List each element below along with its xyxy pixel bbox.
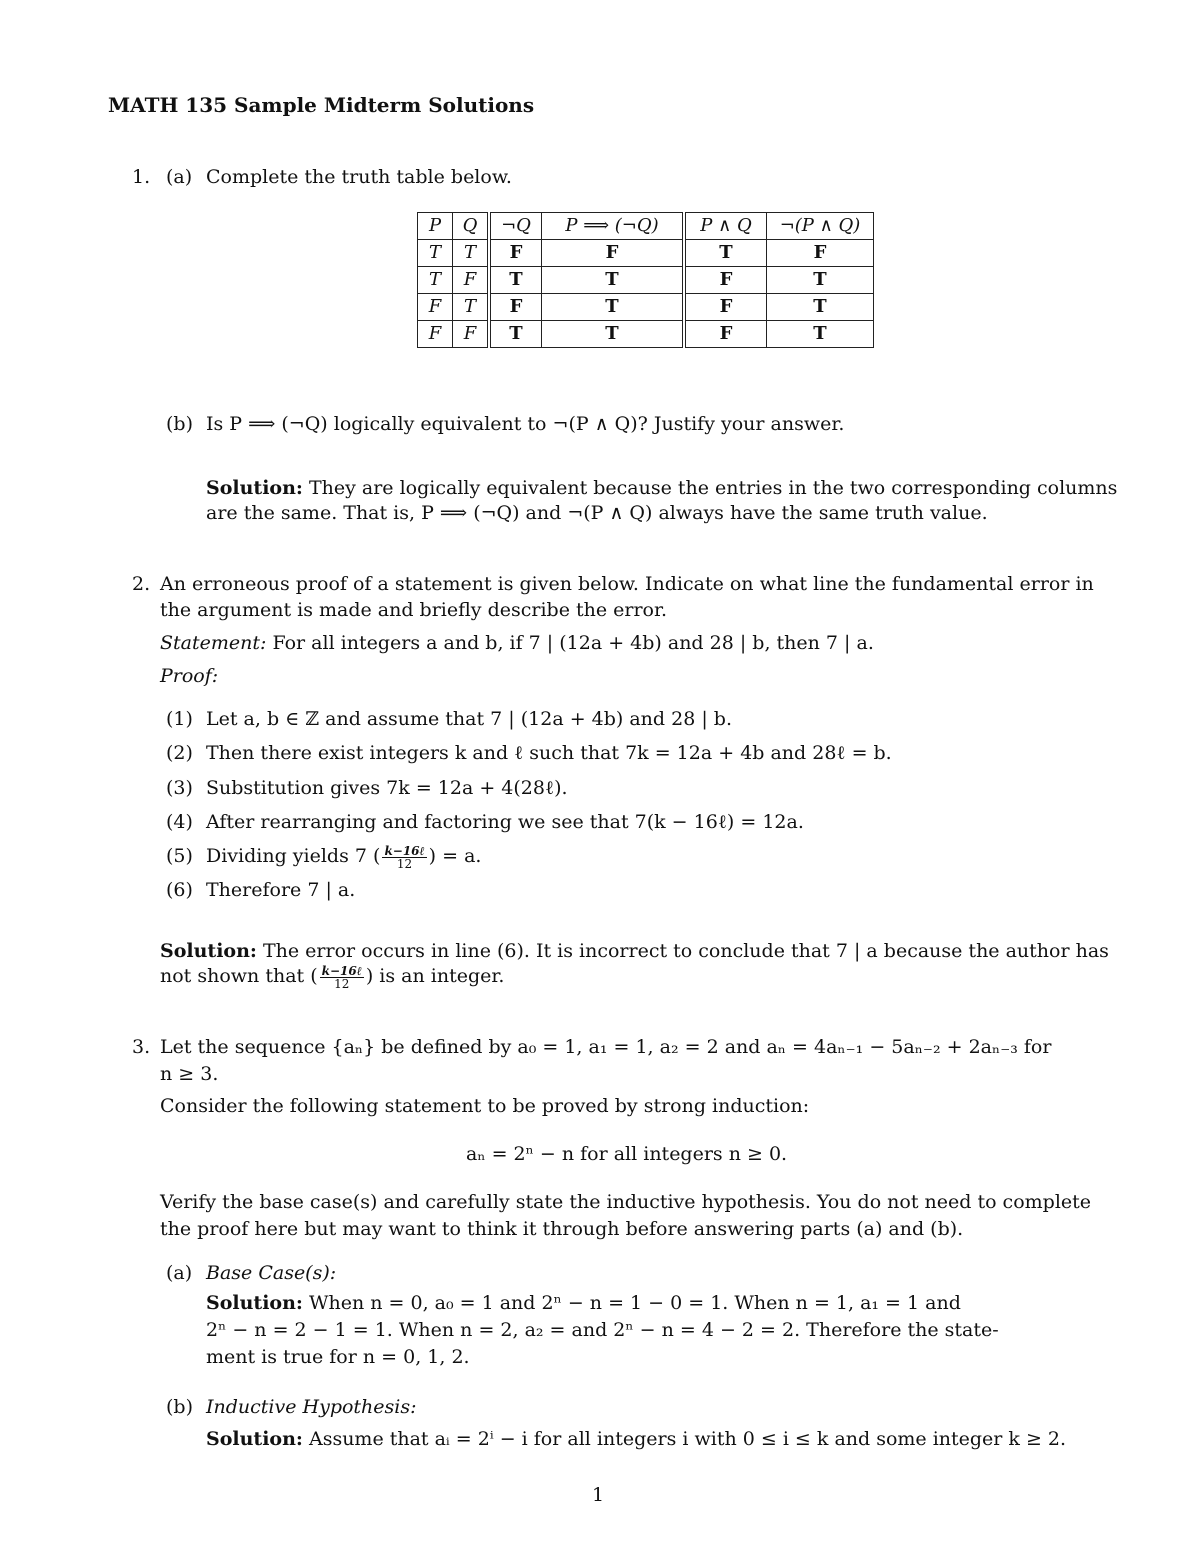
proof-step-4-text: After rearranging and factoring we see that 7(k − 16ℓ) = 12a.	[206, 811, 804, 833]
table-cell: T	[767, 321, 874, 348]
truth-table	[417, 212, 874, 348]
table-cell: T	[418, 240, 453, 267]
q1a-text: Complete the truth table below.	[206, 166, 512, 188]
table-cell: F	[453, 267, 490, 294]
table-cell: T	[489, 321, 542, 348]
solution-text: The error occurs in line (6). It is incorrect to conclude that 7 | a because the author has	[262, 940, 1109, 962]
open-paren: (	[373, 845, 381, 867]
table-cell: T	[453, 240, 490, 267]
proof-step-6-label: (6)	[166, 879, 193, 901]
proof-step-1-label: (1)	[166, 708, 193, 730]
q3a-solution-line1	[206, 1290, 961, 1317]
open-paren: (	[310, 965, 318, 987]
q2-solution-line2	[160, 963, 504, 990]
table-row	[418, 294, 874, 321]
solution-label: Solution:	[206, 1428, 303, 1450]
table-cell: F	[684, 294, 767, 321]
proof-step-5-text	[206, 843, 481, 870]
close-paren: )	[365, 965, 374, 987]
table-row	[418, 240, 874, 267]
table-cell: F	[489, 294, 542, 321]
proof-step-2-label: (2)	[166, 742, 193, 764]
q3a-solution-line2: 2ⁿ − n = 2 − 1 = 1. When n = 2, a₂ = and 2ⁿ − n = 4 − 2 = 2. Therefore the state-	[206, 1319, 999, 1341]
q2-line1: An erroneous proof of a statement is given below. Indicate on what line the fundamental error in	[160, 573, 1094, 595]
fraction-numerator: k−16ℓ	[321, 963, 362, 978]
solution-text-after: is an integer.	[379, 965, 505, 987]
statement-text: For all integers a and b, if 7 | (12a + 4b) and 28 | b, then 7 | a.	[272, 632, 874, 654]
step-5-after: = a.	[442, 845, 482, 867]
fraction-denominator: 12	[334, 976, 350, 991]
q3b-label: (b)	[166, 1396, 193, 1418]
q1b-solution-line1	[206, 475, 1118, 502]
proof-step-2-text: Then there exist integers k and ℓ such that 7k = 12a + 4b and 28ℓ = b.	[206, 742, 892, 764]
proof-step-5-label: (5)	[166, 845, 193, 867]
fraction-denominator: 12	[396, 856, 413, 871]
proof-step-4-label: (4)	[166, 811, 193, 833]
header-p-implies-not-q: P ⟹ (¬Q)	[542, 213, 685, 240]
table-cell: T	[684, 240, 767, 267]
q1b-label: (b)	[166, 413, 193, 435]
header-p-and-q: P ∧ Q	[684, 213, 767, 240]
proof-step-3-text: Substitution gives 7k = 12a + 4(28ℓ).	[206, 777, 568, 799]
table-cell: T	[542, 321, 685, 348]
proof-label: Proof:	[160, 665, 219, 687]
q3-display-formula: aₙ = 2ⁿ − n for all integers n ≥ 0.	[466, 1143, 788, 1165]
table-row	[418, 321, 874, 348]
table-cell: T	[542, 294, 685, 321]
header-q: Q	[453, 213, 490, 240]
solution-text: When n = 0, a₀ = 1 and 2ⁿ − n = 1 − 0 = 1. When n = 1, a₁ = 1 and	[308, 1292, 961, 1314]
q3-number: 3.	[132, 1036, 151, 1058]
table-cell: F	[418, 294, 453, 321]
header-not-p-and-q: ¬(P ∧ Q)	[767, 213, 874, 240]
solution-label: Solution:	[206, 477, 303, 499]
q3-line4: Verify the base case(s) and carefully state the inductive hypothesis. You do not need to complete	[160, 1191, 1092, 1213]
table-cell: F	[418, 321, 453, 348]
q1b-text: Is P ⟹ (¬Q) logically equivalent to ¬(P ∧ Q)? Justify your answer.	[206, 413, 845, 435]
table-cell: F	[684, 267, 767, 294]
q1-number: 1.	[132, 166, 151, 188]
solution-text: They are logically equivalent because the entries in the two corresponding columns	[308, 477, 1118, 499]
q3a-label: (a)	[166, 1262, 193, 1284]
table-cell: T	[489, 267, 542, 294]
q3b-title: Inductive Hypothesis:	[206, 1396, 417, 1418]
fraction	[382, 845, 426, 870]
table-cell: F	[542, 240, 685, 267]
header-p: P	[418, 213, 453, 240]
q2-line2: the argument is made and briefly describe the error.	[160, 599, 668, 621]
statement-label: Statement:	[160, 632, 267, 654]
table-cell: T	[767, 294, 874, 321]
proof-step-6-text: Therefore 7 | a.	[206, 879, 356, 901]
solution-label: Solution:	[160, 940, 257, 962]
q1b-solution-line2: are the same. That is, P ⟹ (¬Q) and ¬(P ∧ Q) always have the same truth value.	[206, 502, 988, 524]
close-paren: )	[428, 845, 437, 867]
q2-number: 2.	[132, 573, 151, 595]
q3a-title: Base Case(s):	[206, 1262, 337, 1284]
q3-line3: Consider the following statement to be proved by strong induction:	[160, 1095, 810, 1117]
table-cell: F	[489, 240, 542, 267]
table-cell: T	[418, 267, 453, 294]
solution-text-before: not shown that	[160, 965, 305, 987]
page-title: MATH 135 Sample Midterm Solutions	[108, 93, 535, 117]
table-cell: F	[767, 240, 874, 267]
header-not-q: ¬Q	[489, 213, 542, 240]
q3a-solution-line3: ment is true for n = 0, 1, 2.	[206, 1346, 470, 1368]
fraction-numerator: k−16ℓ	[384, 843, 425, 858]
table-row	[418, 267, 874, 294]
q2-solution-line1	[160, 938, 1109, 965]
q3-line2: n ≥ 3.	[160, 1063, 219, 1085]
table-cell: T	[453, 294, 490, 321]
step-5-before: Dividing yields 7	[206, 845, 367, 867]
q3-line5: the proof here but may want to think it through before answering parts (a) and (b).	[160, 1218, 964, 1240]
proof-step-3-label: (3)	[166, 777, 193, 799]
solution-text: Assume that aᵢ = 2ⁱ − i for all integers i with 0 ≤ i ≤ k and some integer k ≥ 2.	[308, 1428, 1067, 1450]
page-number: 1	[592, 1484, 605, 1506]
solution-label: Solution:	[206, 1292, 303, 1314]
proof-step-1-text: Let a, b ∈ ℤ and assume that 7 | (12a + 4b) and 28 | b.	[206, 708, 732, 730]
q3-line1: Let the sequence {aₙ} be defined by a₀ = 1, a₁ = 1, a₂ = 2 and aₙ = 4aₙ₋₁ − 5aₙ₋₂ + 2aₙ₋₃ for	[160, 1036, 1052, 1058]
table-cell: F	[684, 321, 767, 348]
table-cell: T	[542, 267, 685, 294]
q3b-solution	[206, 1426, 1066, 1453]
table-cell: T	[767, 267, 874, 294]
table-cell: F	[453, 321, 490, 348]
q1a-label: (a)	[166, 166, 193, 188]
fraction	[320, 965, 364, 990]
q2-statement	[160, 630, 874, 657]
truth-table-header	[418, 213, 874, 240]
